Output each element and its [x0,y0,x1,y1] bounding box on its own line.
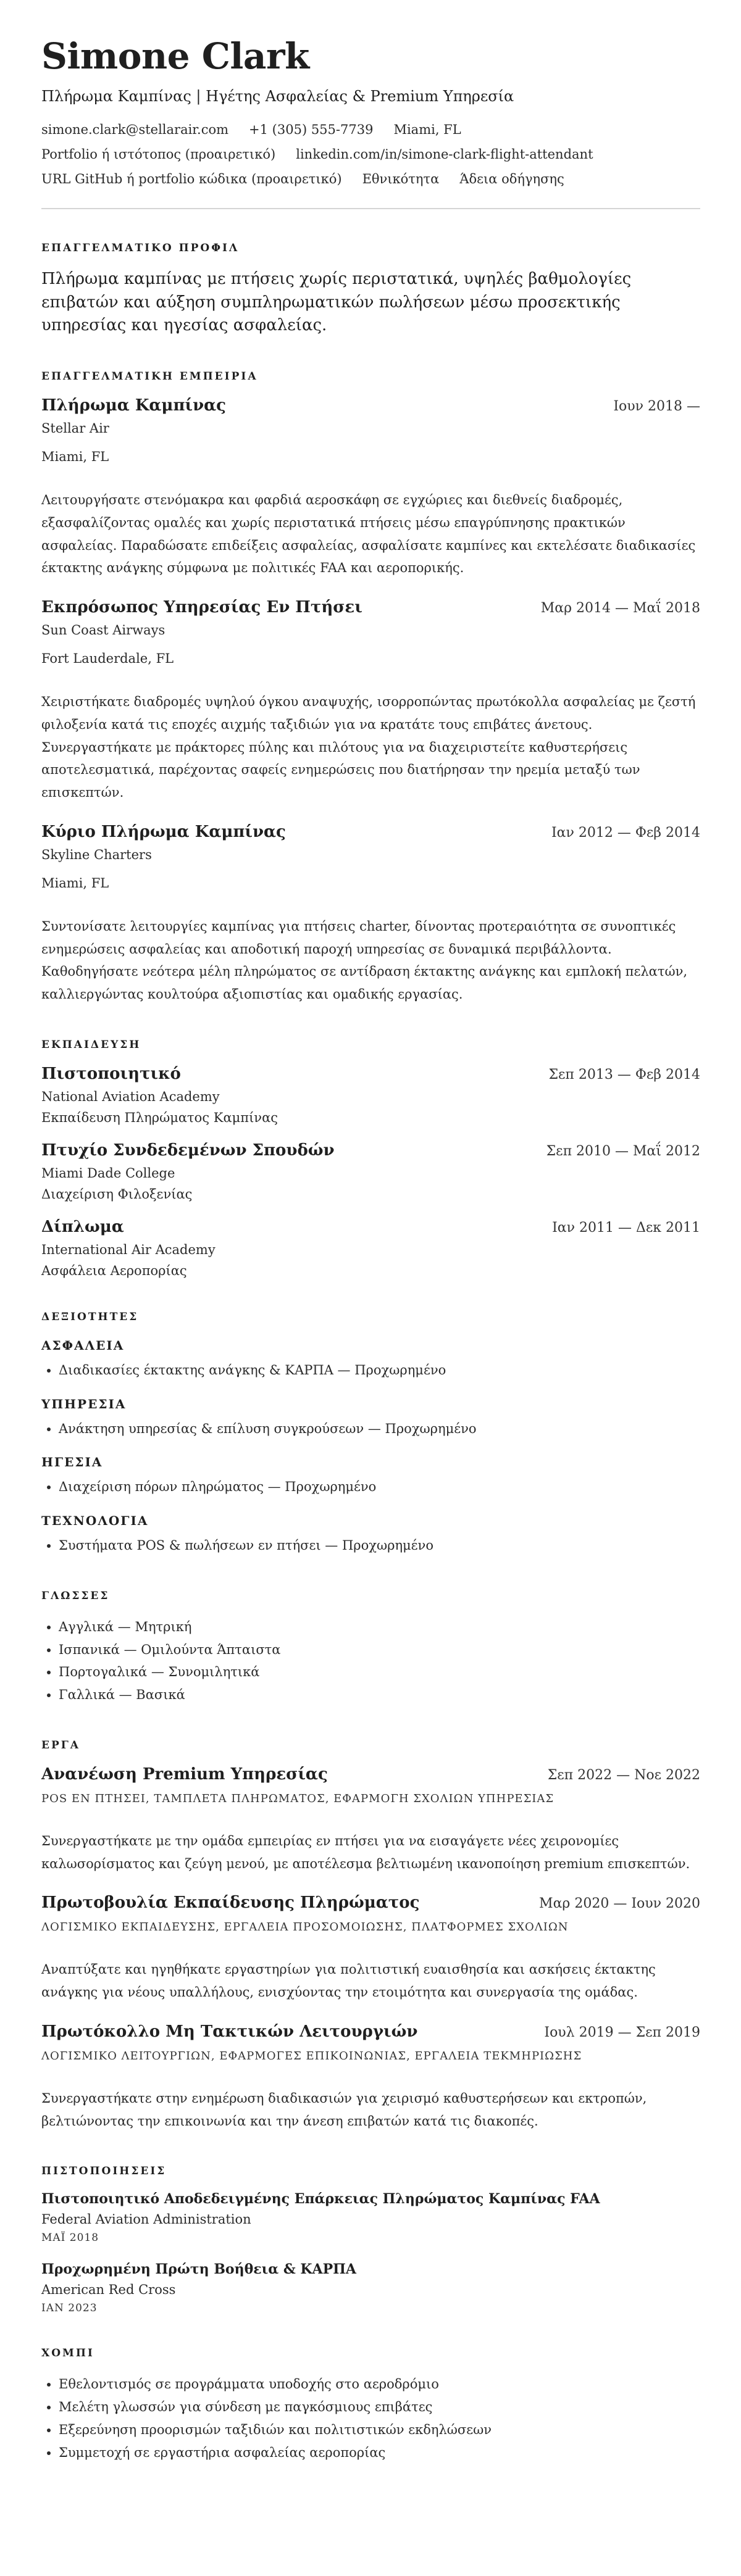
section-title: ΓΛΩΣΣΕΣ [41,1589,110,1602]
project-entry [41,1893,700,2004]
company-name: Sun Coast Airways [41,623,165,638]
contact-phone[interactable]: +1 (305) 555-7739 [249,122,374,137]
experience-entry [41,396,700,580]
job-location: Miami, FL [41,875,109,891]
language-item: • Γαλλικά — Βασικά [59,1684,700,1706]
skill-item: • Συστήματα POS & πωλήσεων εν πτήσει — Προχωρημένο [59,1534,700,1557]
skill-category: ΑΣΦΑΛΕΙΑ [41,1337,125,1353]
skill-category: ΤΕΧΝΟΛΟΓΙΑ [41,1513,149,1529]
contact-location: Miami, FL [393,122,461,137]
job-description: Λειτουργήσατε στενόμακρα και φαρδιά αεροσκάφη σε εγχώριες και διεθνείς διαδρομές, εξασφαλίζοντας ομαλές και χωρίς περιστατικά πτήσεις μέσω επαγρύπνησης πρακτικών ασφαλείας. Παραδώσατε επιδείξεις ασφαλείας, ασφαλίσατε καμπίνες και εκτελέσατε διαδικασίες έκτακτης ανάγκης σύμφωνα με πολιτικές FAA και αεροπορικής. [41,492,696,576]
section-title: ΔΕΞΙΟΤΗΤΕΣ [41,1310,139,1323]
experience-section [41,370,700,1006]
languages-section [41,1590,700,1706]
job-dates: Ιουν 2018 — [613,399,700,415]
header-divider [41,208,700,209]
school-name: Miami Dade College [41,1165,175,1181]
study-field: Ασφάλεια Αεροπορίας [41,1263,187,1278]
degree-title: Πτυχίο Συνδεδεμένων Σπουδών [41,1141,335,1160]
skills-section [41,1311,700,1557]
study-field: Εκπαίδευση Πληρώματος Καμπίνας [41,1110,278,1125]
hobby-item: • Μελέτη γλωσσών για σύνδεση με παγκόσμιους επιβάτες [59,2396,700,2419]
hobby-item: • Συμμετοχή σε εργαστήρια ασφαλείας αεροπορίας [59,2441,700,2464]
contact-portfolio[interactable]: Portfolio ή ιστότοπος (προαιρετικό) [41,147,276,162]
contact-github[interactable]: URL GitHub ή portfolio κώδικα (προαιρετικό) [41,172,342,186]
project-dates: Ιουλ 2019 — Σεπ 2019 [544,2024,700,2040]
job-dates: Ιαν 2012 — Φεβ 2014 [551,825,700,841]
headline: Πλήρωμα Καμπίνας | Ηγέτης Ασφαλείας & Premium Υπηρεσία [41,88,514,105]
certification-date: ΜΑΪ 2018 [41,2232,99,2245]
certification-issuer: American Red Cross [41,2282,176,2298]
study-field: Διαχείριση Φιλοξενίας [41,1186,193,1202]
school-name: International Air Academy [41,1242,216,1257]
project-tools: ΛΟΓΙΣΜΙΚΟ ΕΚΠΑΙΔΕΥΣΗΣ, ΕΡΓΑΛΕΙΑ ΠΡΟΣΟΜΟΙΩΣΗΣ, ΠΛΑΤΦΟΡΜΕΣ ΣΧΟΛΙΩΝ [41,1921,569,1934]
education-entry [41,1141,700,1202]
skill-item: • Διαχείριση πόρων πληρώματος — Προχωρημένο [59,1476,700,1498]
school-name: National Aviation Academy [41,1089,220,1104]
language-item: • Πορτογαλικά — Συνομιλητικά [59,1661,700,1684]
project-tools: ΛΟΓΙΣΜΙΚΟ ΛΕΙΤΟΥΡΓΙΩΝ, ΕΦΑΡΜΟΓΕΣ ΕΠΙΚΟΙΝΩΝΙΑΣ, ΕΡΓΑΛΕΙΑ ΤΕΚΜΗΡΙΩΣΗΣ [41,2049,582,2063]
certification-issuer: Federal Aviation Administration [41,2212,251,2227]
project-dates: Σεπ 2022 — Νοε 2022 [547,1767,700,1783]
contact-info [41,122,659,186]
education-dates: Σεπ 2013 — Φεβ 2014 [548,1066,700,1082]
section-title: ΕΠΑΓΓΕΛΜΑΤΙΚΟ ΠΡΟΦΙΛ [41,242,240,254]
degree-title: Δίπλωμα [41,1217,124,1236]
profile-summary: Πλήρωμα καμπίνας με πτήσεις χωρίς περιστατικά, υψηλές βαθμολογίες επιβατών και αύξηση συμπληρωματικών πωλήσεων μέσω προσεκτικής υπηρεσίας και ηγεσίας ασφαλείας. [41,270,632,335]
project-description: Συνεργαστήκατε στην ενημέρωση διαδικασιών για χειρισμό καθυστερήσεων και εκτροπών, βελτιώνοντας την επικοινωνία και την άνεση επιβατών κατά τις διακοπές. [41,2090,647,2129]
person-name: Simone Clark [41,35,309,77]
job-title: Πλήρωμα Καμπίνας [41,396,226,415]
job-location: Miami, FL [41,449,109,465]
skill-item: • Ανάκτηση υπηρεσίας & επίλυση συγκρούσεων — Προχωρημένο [59,1418,700,1440]
section-title: ΧΟΜΠΙ [41,2347,94,2360]
certification-entry [41,2191,700,2244]
job-description: Συντονίσατε λειτουργίες καμπίνας για πτήσεις charter, δίνοντας προτεραιότητα σε συνοπτικές ενημερώσεις ασφαλείας και αποδοτική παροχή υπηρεσίας σε δυναμικά περιβάλλοντα. Καθοδηγήσατε νεότερα μέλη πληρώματος σε αντίδραση έκτακτης ανάγκης και εμπλοκή πελατών, καλλιεργώντας κουλτούρα αξιοπιστίας και ομαδικής εργασίας. [41,918,688,1002]
job-description: Χειριστήκατε διαδρομές υψηλού όγκου αναψυχής, ισορροπώντας πρωτόκολλα ασφαλείας με ζεστή φιλοξενία κατά τις εποχές αιχμής ταξιδιών για να κρατάτε τους επιβάτες άνετους. Συνεργαστήκατε με πράκτορες πύλης και πιλότους για να διαχειριστείτε καθυστερήσεις αποτελεσματικά, παρέχοντας σαφείς ενημερώσεις που διατήρησαν την ηρεμία μεταξύ των επισκεπτών. [41,694,696,800]
project-description: Αναπτύξατε και ηγηθήκατε εργαστηρίων για πολιτιστική ευαισθησία και ασκήσεις έκτακτης ανάγκης για νέους υπαλλήλους, ενισχύοντας την ετοιμότητα και συνεργασία της ομάδας. [41,1962,656,2000]
resume-header [41,35,700,186]
project-name: Ανανέωση Premium Υπηρεσίας [41,1764,328,1784]
certification-date: ΙΑΝ 2023 [41,2302,98,2315]
experience-entry [41,823,700,1006]
section-title: ΕΡΓΑ [41,1739,80,1751]
contact-driving-license: Άδεια οδήγησης [459,172,564,186]
project-entry [41,1765,700,1876]
education-entry [41,1065,700,1125]
projects-section [41,1739,700,2133]
education-section [41,1039,700,1278]
education-dates: Σεπ 2010 — Μαΐ 2012 [546,1143,700,1159]
job-title: Εκπρόσωπος Υπηρεσίας Εν Πτήσει [41,598,362,617]
project-tools: POS ΕΝ ΠΤΗΣΕΙ, ΤΑΜΠΛΕΤΑ ΠΛΗΡΩΜΑΤΟΣ, ΕΦΑΡΜΟΓΗ ΣΧΟΛΙΩΝ ΥΠΗΡΕΣΙΑΣ [41,1792,555,1805]
profile-section [41,242,700,338]
project-entry [41,2022,700,2133]
job-title: Κύριο Πλήρωμα Καμπίνας [41,822,286,841]
skill-category: ΗΓΕΣΙΑ [41,1455,103,1470]
certification-name: Προχωρημένη Πρώτη Βοήθεια & ΚΑΡΠΑ [41,2261,356,2278]
certifications-section [41,2165,700,2314]
contact-email[interactable]: simone.clark@stellarair.com [41,122,229,137]
company-name: Stellar Air [41,421,109,436]
skill-category: ΥΠΗΡΕΣΙΑ [41,1396,127,1411]
project-dates: Μαρ 2020 — Ιουν 2020 [539,1896,700,1912]
section-title: ΕΠΑΓΓΕΛΜΑΤΙΚΗ ΕΜΠΕΙΡΙΑ [41,370,258,383]
education-entry [41,1218,700,1278]
hobby-item: • Εξερεύνηση προορισμών ταξιδιών και πολιτιστικών εκδηλώσεων [59,2419,700,2441]
project-description: Συνεργαστήκατε με την ομάδα εμπειρίας εν πτήσει για να εισαγάγετε νέες χειρονομίες καλωσορίσματος και ζεύγη μενού, με αποτέλεσμα βελτιωμένη ικανοποίηση premium επισκεπτών. [41,1833,690,1871]
job-dates: Μαρ 2014 — Μαΐ 2018 [540,600,700,617]
contact-linkedin[interactable]: linkedin.com/in/simone-clark-flight-attendant [296,147,593,162]
section-title: ΕΚΠΑΙΔΕΥΣΗ [41,1038,141,1051]
certification-name: Πιστοποιητικό Αποδεδειγμένης Επάρκειας Πληρώματος Καμπίνας FAA [41,2191,600,2208]
project-name: Πρωτόκολλο Μη Τακτικών Λειτουργιών [41,2022,418,2041]
project-name: Πρωτοβουλία Εκπαίδευσης Πληρώματος [41,1893,420,1913]
education-dates: Ιαν 2011 — Δεκ 2011 [552,1219,700,1236]
language-item: • Αγγλικά — Μητρική [59,1616,700,1639]
certification-entry [41,2261,700,2314]
hobbies-section [41,2347,700,2464]
hobby-item: • Εθελοντισμός σε προγράμματα υποδοχής στο αεροδρόμιο [59,2373,700,2396]
degree-title: Πιστοποιητικό [41,1064,181,1083]
skill-item: • Διαδικασίες έκτακτης ανάγκης & ΚΑΡΠΑ — Προχωρημένο [59,1359,700,1382]
section-title: ΠΙΣΤΟΠΟΙΗΣΕΙΣ [41,2165,167,2178]
company-name: Skyline Charters [41,847,152,862]
contact-nationality: Εθνικότητα [362,172,440,186]
job-location: Fort Lauderdale, FL [41,651,174,667]
language-item: • Ισπανικά — Ομιλούντα Άπταιστα [59,1639,700,1661]
experience-entry [41,598,700,804]
